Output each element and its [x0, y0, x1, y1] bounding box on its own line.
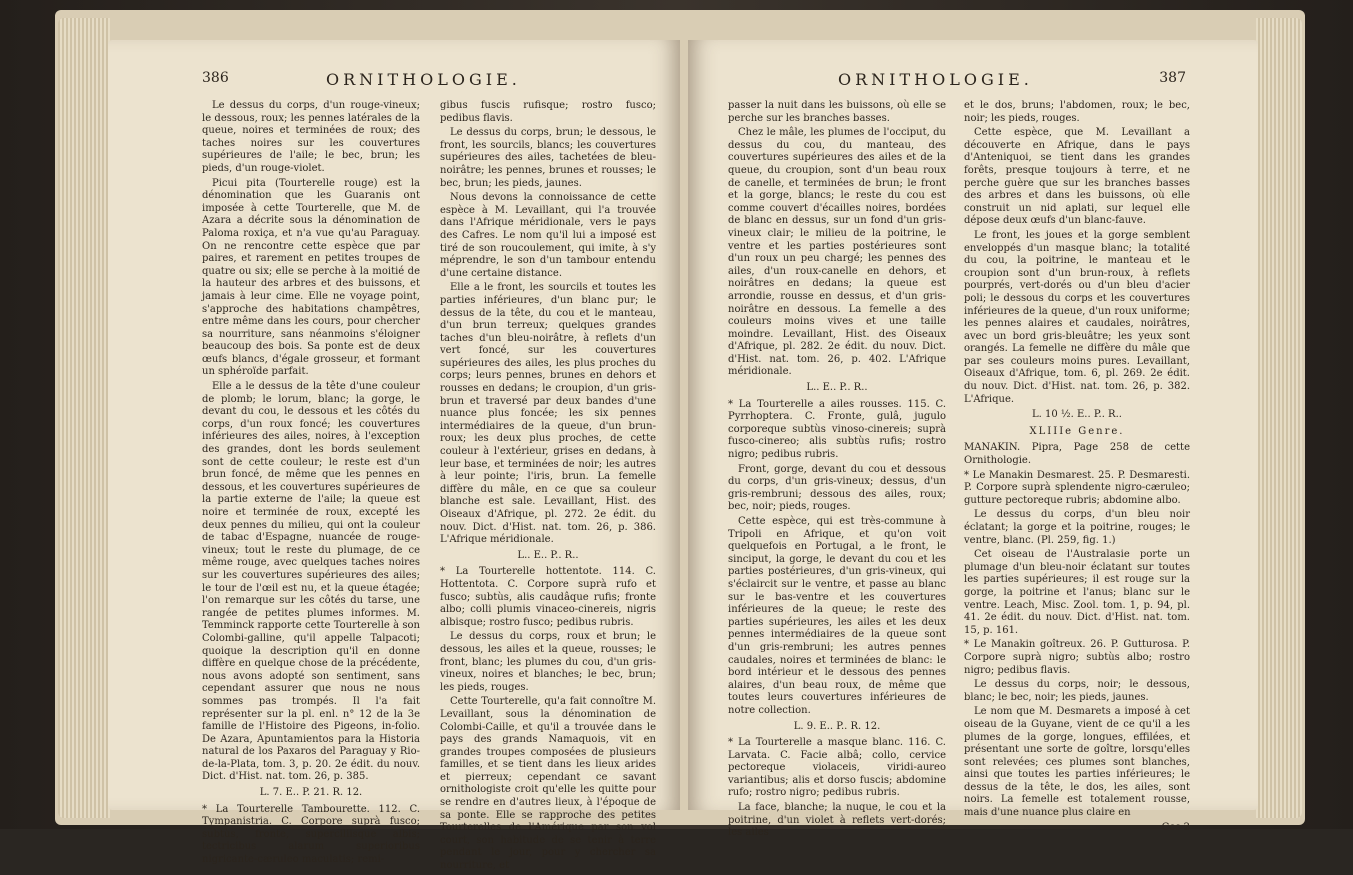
- paragraph: Le front, les joues et la gorge semblent enveloppés d'un masque blanc; la totalité du cou, la poitrine, le manteau et le croupion sont d'un brun-roux, à reflets pourprés, vert-dorés ou d'un bleu d'acier poli; le dessous du corps et les couvertures inférieures de la queue, d'un roux uniforme; les pennes alaires et caudales, noirâtres, avec un bord gris-bleuâtre; les yeux sont orangés. La femelle ne diffère du mâle que par ses couleurs moins pures. Levaillant, Oiseaux d'Afrique, tom. 6, pl. 269. 2e édit. du nouv. Dict. d'Hist. nat. tom. 26, p. 382. L'Afrique.: [964, 229, 1190, 405]
- species-entry: * La Tourterelle Tambourette. 112. C. Tympanistria. C. Corpore suprà fusco; subtùs, fronte, superciliisque albis; tectricibus alarum superioribus nigricante-cæruleo maculatis; remi-: [202, 803, 420, 866]
- left-running-head: ORNITHOLOGIE.: [326, 70, 521, 89]
- left-column-1: [202, 100, 420, 869]
- species-entry: * Le Manakin Desmarest. 25. P. Desmaresti. P. Corpore suprà splendente nigro-cæruleo; gutture pectoreque rubris; abdomine albo.: [964, 469, 1190, 506]
- paragraph: Cette espèce, que M. Levaillant a découverte en Afrique, dans le pays d'Anteniquoi, se tient dans les grandes forêts, presque toujours à terre, et ne perche guère que sur les branches basses des arbres et dans les buissons, où elle construit un nid aplati, sur lequel elle dépose deux œufs d'un blanc-fauve.: [964, 127, 1190, 227]
- paragraph: Elle a le front, les sourcils et toutes les parties inférieures, d'un blanc pur; le dessus de la tête, du cou et le manteau, d'un brun terreux; quelques grandes taches d'un bleu-noirâtre, à reflets d'un vert foncé, sur les couvertures supérieures des ailes, les plus proches du corps; leurs pennes, brunes en dehors et rousses en dedans; le croupion, d'un gris-brun et traversé par deux bandes d'une nuance plus foncée; les six pennes intermédiaires de la queue, d'un brun-roux; les deux plus proches, de cette couleur à l'extérieur, grises en dedans, à leur base, et terminées de noir; les autres à leur pointe; l'iris, brun. La femelle diffère du mâle, en ce que sa couleur blanche est sale. Levaillant, Hist. des Oiseaux d'Afrique, pl. 272. 2e édit. du nouv. Dict. d'Hist. nat. tom. 26, p. 386. L'Afrique méridionale.: [440, 282, 656, 546]
- signature-mark: Ccc 2: [1161, 821, 1190, 833]
- measurements: L. 9. E.. P.. R. 12.: [793, 720, 881, 732]
- left-column-2: [440, 100, 656, 875]
- right-column-2: [964, 100, 1190, 836]
- paragraph: Elle a le dessus de la tête d'une couleur de plomb; le lorum, blanc; la gorge, le devant du cou, le dessous et les côtés du corps, d'un roux foncé; les couvertures inférieures des ailes, noires, à l'exception des grandes, dont les bords seulement sont de cette couleur; le reste est d'un brun foncé, de même que les pennes en dessous, et les couvertures supérieures de la partie externe de l'aile; la queue est noire et terminée de roux, excepté les deux pennes du milieu, qui ont la couleur de tabac d'Espagne, nuancée de rouge-vineux; tout le reste du plumage, de ce même rouge, avec quelques taches noires sur les couvertures supérieures des ailes; le tour de l'œil est nu, et la queue étagée; l'on remarque sur les côtés du tarse, une rangée de petites plumes informes. M. Temminck rapporte cette Tourterelle à son Colombi-galline, qu'il appelle Talpacoti; quoique la description qu'il en donne diffère en quelque chose de la précédente, nous avons adopté son sentiment, sans cependant assurer que nous ne nous sommes pas trompés. Il l'a fait représenter sur la pl. enl. n° 12 de la 3e famille de l'Histoire des Pigeons, in-folio. De Azara, Apuntamientos para la Historia natural de los Paxaros del Paraguay y Rio-de-la-Plata, tom. 3, p. 20. 2e édit. du nouv. Dict. d'Hist. nat. tom. 26, p. 385.: [202, 381, 420, 783]
- right-header: [688, 70, 1258, 92]
- left-page-number: 386: [202, 70, 229, 86]
- paragraph: Cette Tourterelle, qu'a fait connoître M. Levaillant, sous la dénomination de Colombi-Caille, et qu'il a trouvée dans le pays des grands Namaquois, vit en grandes troupes composées de plusieurs familles, et se tient dans les lieux arides et pierreux; cependant ce savant ornithologiste croit qu'elle les quitte pour se rendre en d'autres lieux, à l'époque de sa ponte. Elle se rapproche des petites Tourterelles de l'Amérique par son vol court, son habitude de se tenir à terre pendant le jour, pour y chercher sa nourriture, et: [440, 696, 656, 872]
- paragraph: gibus fuscis rufisque; rostro fusco; pedibus flavis.: [440, 100, 656, 124]
- species-entry: * La Tourterelle hottentote. 114. C. Hottentota. C. Corpore suprà rufo et fusco; subtùs, alis caudâque rufis; fronte albo; colli plumis vinaceo-cinereis, nigris albisque; rostro fusco; pedibus rubris.: [440, 566, 656, 628]
- paragraph: passer la nuit dans les buissons, où elle se perche sur les branches basses.: [728, 100, 946, 124]
- right-page: [688, 40, 1258, 839]
- paragraph: Cette espèce, qui est très-commune à Tripoli en Afrique, et qu'on voit quelquefois en Portugal, a le front, le sinciput, la gorge, le devant du cou et les parties postérieures, d'un gris-vineux, qui s'éclaircit sur le ventre, et passe au blanc sur le bas-ventre et les couvertures inférieures de la queue; le reste des parties supérieures, les ailes et les deux pennes intermédiaires de la queue sont d'un gris-rembruni; les autres pennes caudales, noires et terminées de blanc: le bord intérieur et le dessous des pennes alaires, d'un beau roux, de même que toutes leurs couvertures inférieures de notre collection.: [728, 516, 946, 716]
- paragraph: Le dessus du corps, d'un rouge-vineux; le dessous, roux; les pennes latérales de la queue, noires et terminées de roux; des taches noires sur les couvertures supérieures de l'aile; le bec, brun; les pieds, d'un rouge-violet.: [202, 100, 420, 174]
- paragraph: La face, blanche; la nuque, le cou et la poitrine, d'un violet à reflets vert-dorés; les ailes: [728, 802, 946, 839]
- right-column-1: [728, 100, 946, 842]
- paragraph: Le dessus du corps, d'un bleu noir éclatant; la gorge et la poitrine, rouges; le ventre, blanc. (Pl. 259, fig. 1.): [964, 509, 1190, 546]
- measurements: L.. E.. P.. R..: [806, 382, 868, 394]
- right-page-number: 387: [1159, 70, 1186, 86]
- paragraph: Nous devons la connoissance de cette espèce à M. Levaillant, qui l'a trouvée dans l'Afrique méridionale, vers le pays des Cafres. Le nom qu'il lui a imposé est tiré de son roucoulement, qui imite, à s'y méprendre, le son d'un tambour entendu d'une certaine distance.: [440, 192, 656, 279]
- paragraph: Cet oiseau de l'Australasie porte un plumage d'un bleu-noir éclatant sur toutes les parties supérieures; il est rouge sur la gorge, la poitrine et l'anus; blanc sur le ventre. Leach, Misc. Zool. tom. 1, p. 94, pl. 41. 2e édit. du nouv. Dict. d'Hist. nat. tom. 15, p. 161.: [964, 549, 1190, 636]
- species-entry: * La Tourterelle a ailes rousses. 115. C. Pyrrhoptera. C. Fronte, gulâ, jugulo corporeque subtùs vinoso-cinereis; suprà fusco-cinereo; alis subtùs rufis; rostro nigro; pedibus rubris.: [728, 398, 946, 461]
- left-page: [108, 40, 680, 872]
- paragraph: Front, gorge, devant du cou et dessous du corps, d'un gris-vineux; dessus, d'un gris-rembruni; dessous des ailes, roux; bec, noir; pieds, rouges.: [728, 463, 946, 513]
- measurements: L.. E.. P.. R..: [517, 549, 579, 561]
- measurements: L. 7. E.. P. 21. R. 12.: [259, 787, 363, 799]
- paragraph: Le dessus du corps, noir; le dessous, blanc; le bec, noir; les pieds, jaunes.: [964, 679, 1190, 703]
- paragraph: et le dos, bruns; l'abdomen, roux; le bec, noir; les pieds, rouges.: [964, 100, 1190, 124]
- right-running-head: ORNITHOLOGIE.: [838, 70, 1033, 89]
- species-entry: * Le Manakin goîtreux. 26. P. Gutturosa. P. Corpore suprà nigro; subtùs albo; rostro nigro; pedibus flavis.: [964, 639, 1190, 676]
- paragraph: Le dessus du corps, roux et brun; le dessous, les ailes et la queue, rousses; le front, blanc; les plumes du cou, d'un gris-vineux, noires et blanches; le bec, brun; les pieds, rouges.: [440, 631, 656, 693]
- page-edges-right: [1256, 18, 1302, 818]
- paragraph: Chez le mâle, les plumes de l'occiput, du dessus du cou, du manteau, des couvertures supérieures des ailes et de la queue, du croupion, sont d'un beau roux de canelle, et terminées de brun; le front et la gorge, blancs; le reste du cou est comme couvert d'écailles noires, bordées de blanc en dessus, sur un fond d'un gris-vineux clair; le milieu de la poitrine, le ventre et les parties postérieures sont d'un roux un peu chargé; les pennes des ailes, d'un roux-canelle en dehors, et noirâtres en dedans; la queue est arrondie, rousse en dessus, et d'un gris-noirâtre en dessous. La femelle a des couleurs moins vives et une taille moindre. Levaillant, Hist. des Oiseaux d'Afrique, pl. 282. 2e édit. du nouv. Dict. d'Hist. nat. tom. 26, p. 402. L'Afrique méridionale.: [728, 127, 946, 378]
- genus-intro: MANAKIN. Pipra, Page 258 de cette Ornithologie.: [964, 442, 1190, 467]
- paragraph: Le nom que M. Desmarets a imposé à cet oiseau de la Guyane, vient de ce qu'il a les plumes de la gorge, longues, effilées, et présentant une sorte de goître, lorsqu'elles sont relevées; ces plumes sont blanches, ainsi que toutes les parties inférieures; le dessus de la tête, le dos, les ailes, sont noirs. La femelle est totalement rousse, mais d'une nuance plus claire en: [964, 706, 1190, 819]
- genre-heading: XLIIIe Genre.: [1029, 425, 1125, 437]
- species-entry: * La Tourterelle a masque blanc. 116. C. Larvata. C. Facie albâ; collo, cervice pectoreque violaceis, viridi-aureo variantibus; alis et dorso fuscis; abdomine rufo; rostro nigro; pedibus rubris.: [728, 737, 946, 799]
- page-edges-left: [58, 18, 110, 818]
- measurements: L. 10 ½. E.. P.. R..: [1032, 409, 1122, 421]
- paragraph: Picui pita (Tourterelle rouge) est la dénomination que les Guaranis ont imposée à cette Tourterelle, que M. de Azara a décrite sous la dénomination de Paloma roxiça, et n'a vue qu'au Paraguay. On ne rencontre cette espèce que par paires, et rarement en petites troupes de quatre ou six; elle se perche à la moitié de la hauteur des arbres et des buissons, et jamais à leur cime. Elle ne voyage point, s'approche des habitations champêtres, entre même dans les cours, pour chercher sa nourriture, sans néanmoins s'éloigner beaucoup des bois. Sa ponte est de deux œufs blancs, d'égale grosseur, et formant un sphéroïde parfait.: [202, 177, 420, 378]
- paragraph: Le dessus du corps, brun; le dessous, le front, les sourcils, blancs; les couvertures supérieures des ailes, tachetées de bleu-noirâtre; les pennes, brunes et rousses; le bec, brun; les pieds, jaunes.: [440, 127, 656, 189]
- left-header: [108, 70, 680, 92]
